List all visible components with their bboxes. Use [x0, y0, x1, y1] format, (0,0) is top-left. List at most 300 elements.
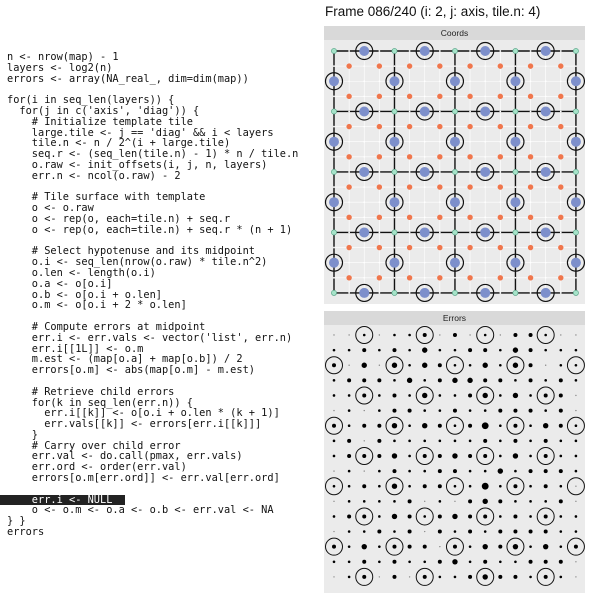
grid-point	[363, 65, 365, 67]
error-point	[513, 347, 518, 352]
error-point	[483, 363, 488, 368]
error-point	[452, 378, 457, 383]
child-point	[528, 154, 533, 159]
vertex-point	[452, 169, 457, 174]
error-point	[469, 440, 472, 443]
error-point	[513, 333, 517, 337]
error-point	[468, 530, 472, 534]
child-point	[528, 245, 533, 250]
grid-point	[394, 156, 396, 158]
grid-point	[348, 171, 350, 173]
error-point	[392, 453, 397, 458]
error-point	[438, 378, 442, 382]
grid-point	[469, 232, 471, 234]
error-point	[513, 439, 517, 443]
error-point	[499, 364, 502, 367]
child-point	[377, 63, 382, 68]
error-point	[452, 514, 457, 519]
grid-point	[484, 141, 486, 143]
grid-point	[469, 201, 471, 203]
error-point	[483, 574, 488, 579]
child-point	[407, 245, 412, 250]
error-point	[422, 347, 427, 352]
error-point	[439, 440, 442, 443]
error-point	[333, 576, 334, 577]
error-point	[544, 393, 548, 397]
grid-point	[560, 262, 562, 264]
error-point	[454, 349, 457, 352]
error-point	[423, 561, 426, 564]
grid-point	[378, 232, 380, 234]
error-point	[469, 334, 470, 335]
error-point	[333, 440, 336, 443]
error-point	[468, 424, 472, 428]
child-point	[558, 94, 563, 99]
grid-point	[439, 232, 441, 234]
grid-point	[575, 216, 577, 218]
midpoint-point	[359, 46, 369, 56]
grid-point	[484, 216, 486, 218]
error-point	[363, 334, 366, 337]
grid-point	[394, 186, 396, 188]
child-point	[377, 154, 382, 159]
error-point	[499, 485, 502, 488]
error-point	[408, 530, 412, 534]
grid-point	[409, 201, 411, 203]
vertex-point	[392, 48, 397, 53]
frame-title: Frame 086/240 (i: 2, j: axis, tile.n: 4)	[325, 4, 541, 19]
error-point	[529, 455, 532, 458]
error-point	[454, 501, 455, 502]
grid-point	[545, 156, 547, 158]
error-point	[529, 424, 532, 427]
error-point	[468, 348, 472, 352]
error-point	[529, 530, 533, 534]
child-point	[558, 184, 563, 189]
error-point	[378, 515, 381, 518]
error-point	[348, 394, 351, 397]
midpoint-point	[541, 227, 551, 237]
error-point	[544, 454, 548, 458]
error-point	[364, 440, 365, 441]
child-point	[498, 245, 503, 250]
error-point	[362, 454, 366, 458]
vertex-point	[513, 230, 518, 235]
error-point	[438, 530, 442, 534]
error-point	[379, 576, 380, 577]
grid-point	[469, 50, 471, 52]
error-point	[575, 349, 578, 352]
error-point	[439, 349, 442, 352]
error-point	[560, 576, 563, 579]
code-line: err.i[[k]] <- o[o.i + o.len * (k + 1)]	[7, 407, 280, 420]
grid-point	[454, 95, 456, 97]
error-point	[378, 500, 381, 503]
grid-point	[484, 65, 486, 67]
grid-point	[545, 201, 547, 203]
error-point	[378, 394, 381, 397]
grid-point	[409, 80, 411, 82]
error-point	[424, 501, 425, 502]
grid-point	[363, 201, 365, 203]
error-point	[393, 334, 396, 337]
error-point	[544, 514, 548, 518]
error-point	[333, 334, 334, 335]
error-point	[407, 378, 412, 383]
error-point	[439, 409, 442, 412]
error-point	[393, 379, 396, 382]
error-point	[560, 515, 563, 518]
error-point	[348, 409, 351, 412]
error-point	[408, 545, 412, 549]
error-point	[499, 561, 502, 564]
grid-point	[499, 80, 501, 82]
error-point	[529, 378, 533, 382]
error-point	[452, 559, 457, 564]
grid-point	[530, 201, 532, 203]
grid-point	[378, 141, 380, 143]
code-line: o.i <- seq_len(nrow(o.raw) * tile.n^2)	[7, 256, 268, 269]
grid-point	[363, 186, 365, 188]
coords-panel	[324, 26, 585, 304]
grid-point	[545, 80, 547, 82]
midpoint-point	[359, 288, 369, 298]
grid-point	[378, 80, 380, 82]
error-point	[575, 334, 576, 335]
error-point	[544, 349, 547, 352]
grid-point	[545, 65, 547, 67]
error-point	[529, 469, 533, 473]
grid-point	[348, 292, 350, 294]
child-point	[528, 94, 533, 99]
vertex-point	[392, 230, 397, 235]
error-point	[362, 378, 366, 382]
error-point	[438, 484, 442, 488]
error-point	[498, 468, 503, 473]
error-point	[347, 514, 351, 518]
grid-point	[409, 292, 411, 294]
code-line: o.len <- length(o.i)	[7, 266, 156, 279]
coords-panel-label: Coords	[324, 26, 585, 40]
error-point	[500, 334, 501, 335]
midpoint-point	[571, 197, 581, 207]
error-point	[392, 484, 397, 489]
error-point	[348, 500, 351, 503]
grid-point	[348, 111, 350, 113]
error-point	[559, 424, 563, 428]
grid-point	[484, 80, 486, 82]
grid-point	[545, 186, 547, 188]
error-point	[408, 485, 411, 488]
error-point	[484, 530, 487, 533]
midpoint-point	[359, 227, 369, 237]
error-point	[377, 439, 381, 443]
error-point	[560, 545, 563, 548]
error-point	[498, 545, 502, 549]
error-point	[529, 440, 532, 443]
vertex-point	[573, 169, 578, 174]
error-point	[498, 409, 502, 413]
error-point	[514, 470, 517, 473]
error-point	[484, 470, 487, 473]
error-point	[378, 485, 381, 488]
error-point	[513, 544, 518, 549]
grid-point	[484, 247, 486, 249]
midpoint-point	[541, 106, 551, 116]
grid-point	[394, 216, 396, 218]
code-line: errors[o.m[err.ord]] <- err.val[err.ord]	[7, 472, 280, 485]
code-line: # Initialize template tile	[7, 115, 193, 128]
error-point	[544, 575, 548, 579]
error-point	[409, 576, 410, 577]
error-point	[529, 545, 532, 548]
midpoint-point	[510, 137, 520, 147]
vertex-point	[513, 109, 518, 114]
error-point	[438, 454, 442, 458]
error-point	[544, 439, 548, 443]
child-point	[346, 124, 351, 129]
grid-point	[378, 262, 380, 264]
error-point	[483, 544, 488, 549]
grid-point	[530, 50, 532, 52]
error-point	[423, 515, 426, 518]
error-point	[377, 454, 381, 458]
grid-point	[560, 201, 562, 203]
vertex-point	[331, 109, 336, 114]
vertex-point	[392, 109, 397, 114]
error-point	[453, 409, 457, 413]
grid-point	[454, 156, 456, 158]
midpoint-point	[359, 167, 369, 177]
grid-point	[378, 111, 380, 113]
midpoint-point	[329, 76, 339, 86]
child-point	[437, 124, 442, 129]
error-point	[544, 560, 548, 564]
error-point	[378, 470, 381, 473]
error-point	[422, 363, 427, 368]
grid-point	[333, 95, 335, 97]
error-point	[453, 333, 457, 337]
error-point	[559, 560, 563, 564]
error-point	[348, 334, 349, 335]
child-point	[437, 184, 442, 189]
grid-point	[575, 186, 577, 188]
code-line: err.vals[[k]] <- errors[err.i[[k]]]	[7, 418, 262, 431]
error-point	[348, 349, 351, 352]
error-point	[575, 530, 578, 533]
grid-point	[484, 156, 486, 158]
error-point	[332, 363, 336, 367]
grid-point	[363, 277, 365, 279]
grid-point	[545, 277, 547, 279]
grid-point	[454, 126, 456, 128]
error-point	[438, 469, 442, 473]
error-point	[392, 348, 396, 352]
error-point	[408, 349, 411, 352]
grid-point	[439, 262, 441, 264]
error-point	[438, 363, 442, 367]
error-point	[378, 409, 381, 412]
error-point	[423, 379, 426, 382]
grid-point	[454, 247, 456, 249]
grid-point	[469, 292, 471, 294]
error-point	[392, 545, 396, 549]
grid-point	[560, 111, 562, 113]
midpoint-point	[420, 46, 430, 56]
error-point	[422, 393, 427, 398]
grid-point	[499, 111, 501, 113]
error-point	[575, 379, 578, 382]
error-point	[348, 424, 351, 427]
child-point	[558, 124, 563, 129]
error-point	[483, 499, 488, 504]
grid-point	[515, 156, 517, 158]
grid-point	[363, 95, 365, 97]
grid-point	[409, 141, 411, 143]
grid-point	[499, 232, 501, 234]
grid-point	[363, 247, 365, 249]
child-point	[346, 275, 351, 280]
error-point	[333, 515, 336, 518]
error-point	[483, 348, 487, 352]
error-point	[499, 424, 502, 427]
child-point	[377, 124, 382, 129]
error-point	[362, 560, 366, 564]
error-point	[498, 499, 502, 503]
grid-point	[560, 292, 562, 294]
code-line: errors <- array(NA_real_, dim=dim(map))	[7, 72, 249, 85]
midpoint-point	[389, 137, 399, 147]
error-point	[364, 410, 365, 411]
grid-point	[560, 80, 562, 82]
error-point	[544, 334, 547, 337]
error-point	[362, 514, 366, 518]
code-line: }	[7, 428, 38, 441]
error-point	[347, 378, 351, 382]
midpoint-point	[389, 76, 399, 86]
error-point	[423, 333, 427, 337]
grid-point	[454, 65, 456, 67]
code-line: o <- rep(o, each=tile.n) + seq.r * (n + 1)	[7, 223, 293, 236]
error-point	[362, 424, 366, 428]
grid-point	[575, 126, 577, 128]
error-point	[560, 485, 563, 488]
grid-point	[424, 247, 426, 249]
error-point	[332, 545, 336, 549]
error-point	[543, 423, 548, 428]
midpoint-point	[541, 288, 551, 298]
code-line: o <- o.raw	[7, 202, 94, 215]
grid-point	[394, 126, 396, 128]
child-point	[346, 94, 351, 99]
child-point	[558, 154, 563, 159]
grid-point	[424, 141, 426, 143]
vertex-point	[452, 290, 457, 295]
grid-point	[439, 171, 441, 173]
vertex-point	[573, 48, 578, 53]
code-line: # Carry over child error	[7, 439, 181, 452]
grid-point	[469, 141, 471, 143]
error-point	[468, 393, 472, 397]
error-point	[513, 363, 518, 368]
grid-point	[439, 292, 441, 294]
error-point	[529, 485, 532, 488]
grid-point	[560, 50, 562, 52]
error-point	[362, 575, 366, 579]
error-point	[559, 409, 563, 413]
error-point	[469, 470, 472, 473]
code-line: err.val <- do.call(pmax, err.vals)	[7, 450, 243, 463]
grid-point	[515, 126, 517, 128]
code-line: errors[o.m] <- abs(map[o.m] - m.est)	[7, 364, 255, 377]
child-point	[407, 275, 412, 280]
error-point	[484, 409, 487, 412]
child-point	[346, 245, 351, 250]
grid-point	[499, 141, 501, 143]
grid-point	[530, 171, 532, 173]
error-point	[362, 484, 366, 488]
child-point	[377, 275, 382, 280]
error-point	[347, 439, 351, 443]
error-point	[469, 545, 472, 548]
grid-point	[469, 111, 471, 113]
error-point	[483, 393, 488, 398]
error-point	[544, 484, 548, 488]
grid-point	[560, 171, 562, 173]
child-point	[346, 154, 351, 159]
child-point	[437, 245, 442, 250]
grid-point	[575, 247, 577, 249]
error-point	[438, 560, 442, 564]
midpoint-point	[329, 258, 339, 268]
midpoint-point	[510, 258, 520, 268]
midpoint-point	[450, 137, 460, 147]
child-point	[528, 184, 533, 189]
error-point	[529, 515, 532, 518]
error-point	[514, 500, 517, 503]
child-point	[437, 275, 442, 280]
error-point	[348, 561, 351, 564]
grid-point	[545, 262, 547, 264]
error-point	[393, 440, 396, 443]
error-point	[513, 409, 517, 413]
code-line: errors	[7, 526, 45, 539]
error-point	[468, 499, 472, 503]
child-point	[528, 215, 533, 220]
grid-point	[409, 171, 411, 173]
grid-point	[424, 201, 426, 203]
grid-point	[424, 262, 426, 264]
child-point	[437, 215, 442, 220]
child-point	[467, 154, 472, 159]
grid-point	[484, 201, 486, 203]
error-point	[408, 424, 411, 427]
child-point	[407, 63, 412, 68]
error-point	[469, 364, 472, 367]
child-point	[346, 184, 351, 189]
error-point	[483, 514, 487, 518]
grid-point	[394, 95, 396, 97]
error-point	[560, 455, 563, 458]
error-point	[483, 560, 487, 564]
vertex-point	[513, 48, 518, 53]
error-point	[333, 470, 334, 471]
code-line: o.b <- o[o.i + o.len]	[7, 288, 162, 301]
error-point	[423, 440, 426, 443]
grid-point	[348, 80, 350, 82]
code-line: for(k in seq_len(err.n)) {	[7, 396, 193, 409]
error-point	[333, 394, 336, 397]
